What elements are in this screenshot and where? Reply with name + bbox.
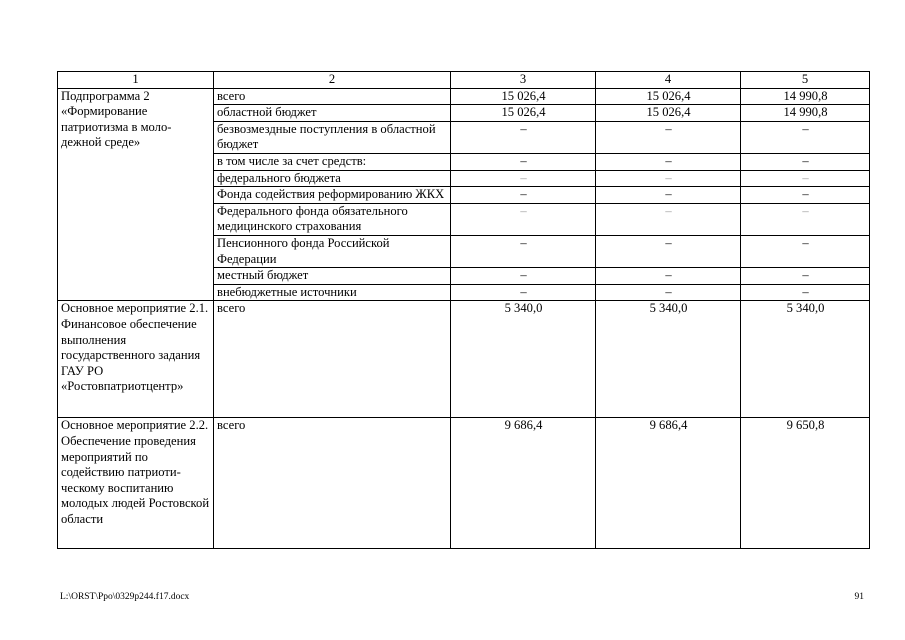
- year-value: –: [451, 153, 596, 170]
- year-value: 9 686,4: [451, 418, 596, 549]
- year-value: 14 990,8: [741, 105, 870, 122]
- year-value: –: [451, 170, 596, 187]
- year-value: –: [741, 235, 870, 267]
- column-number-row: [58, 72, 870, 89]
- funding-source-label: Фонда содействия реформированию ЖКХ: [214, 187, 451, 204]
- year-value: 15 026,4: [451, 88, 596, 105]
- funding-source-label: Федерального фонда обязательного медицинского страхования: [214, 203, 451, 235]
- year-value: 14 990,8: [741, 88, 870, 105]
- year-value: –: [451, 203, 596, 235]
- year-value: –: [451, 284, 596, 301]
- year-value: –: [451, 268, 596, 285]
- funding-table: [57, 71, 870, 549]
- document-file-path: L:\ORST\Ppo\0329p244.f17.docx: [60, 592, 190, 602]
- year-value: –: [596, 170, 741, 187]
- year-value: –: [741, 153, 870, 170]
- year-value: 9 686,4: [596, 418, 741, 549]
- funding-source-label: в том числе за счет средств:: [214, 153, 451, 170]
- year-value: –: [596, 235, 741, 267]
- funding-source-label: внебюджетные источники: [214, 284, 451, 301]
- activity-title: Основное мероприятие 2.1. Финансовое обеспечение выполнения государственного задания ГАУ РО «Ростовпатриотцентр»: [58, 301, 214, 418]
- year-value: –: [741, 187, 870, 204]
- year-value: 15 026,4: [596, 105, 741, 122]
- year-value: –: [451, 235, 596, 267]
- funding-source-label: областной бюджет: [214, 105, 451, 122]
- year-value: –: [741, 203, 870, 235]
- activity-title: Основное мероприятие 2.2. Обеспечение проведения мероприятий по содействию патриоти-ческому воспитанию молодых людей Ростовской области: [58, 418, 214, 549]
- subprogram-title: Подпрограмма 2 «Формирование патриотизма в моло-дежной среде»: [58, 88, 214, 301]
- year-value: –: [596, 187, 741, 204]
- year-value: 15 026,4: [596, 88, 741, 105]
- table-row: [58, 418, 870, 549]
- funding-source-label: всего: [214, 88, 451, 105]
- column-number: 1: [58, 72, 214, 89]
- funding-source-label: безвозмездные поступления в областной бюджет: [214, 121, 451, 153]
- funding-source-label: всего: [214, 418, 451, 549]
- column-number: 2: [214, 72, 451, 89]
- funding-source-label: местный бюджет: [214, 268, 451, 285]
- funding-source-label: федерального бюджета: [214, 170, 451, 187]
- year-value: 15 026,4: [451, 105, 596, 122]
- year-value: –: [451, 121, 596, 153]
- funding-source-label: всего: [214, 301, 451, 418]
- year-value: 5 340,0: [451, 301, 596, 418]
- year-value: –: [741, 121, 870, 153]
- page-number: 91: [854, 592, 864, 602]
- year-value: –: [741, 284, 870, 301]
- year-value: –: [596, 153, 741, 170]
- column-number: 5: [741, 72, 870, 89]
- funding-source-label: Пенсионного фонда Российской Федерации: [214, 235, 451, 267]
- year-value: 9 650,8: [741, 418, 870, 549]
- year-value: 5 340,0: [741, 301, 870, 418]
- column-number: 3: [451, 72, 596, 89]
- year-value: –: [596, 268, 741, 285]
- year-value: 5 340,0: [596, 301, 741, 418]
- column-number: 4: [596, 72, 741, 89]
- year-value: –: [596, 121, 741, 153]
- year-value: –: [741, 268, 870, 285]
- year-value: –: [596, 284, 741, 301]
- year-value: –: [596, 203, 741, 235]
- table-row: [58, 301, 870, 418]
- year-value: –: [741, 170, 870, 187]
- year-value: –: [451, 187, 596, 204]
- table-row: [58, 88, 870, 105]
